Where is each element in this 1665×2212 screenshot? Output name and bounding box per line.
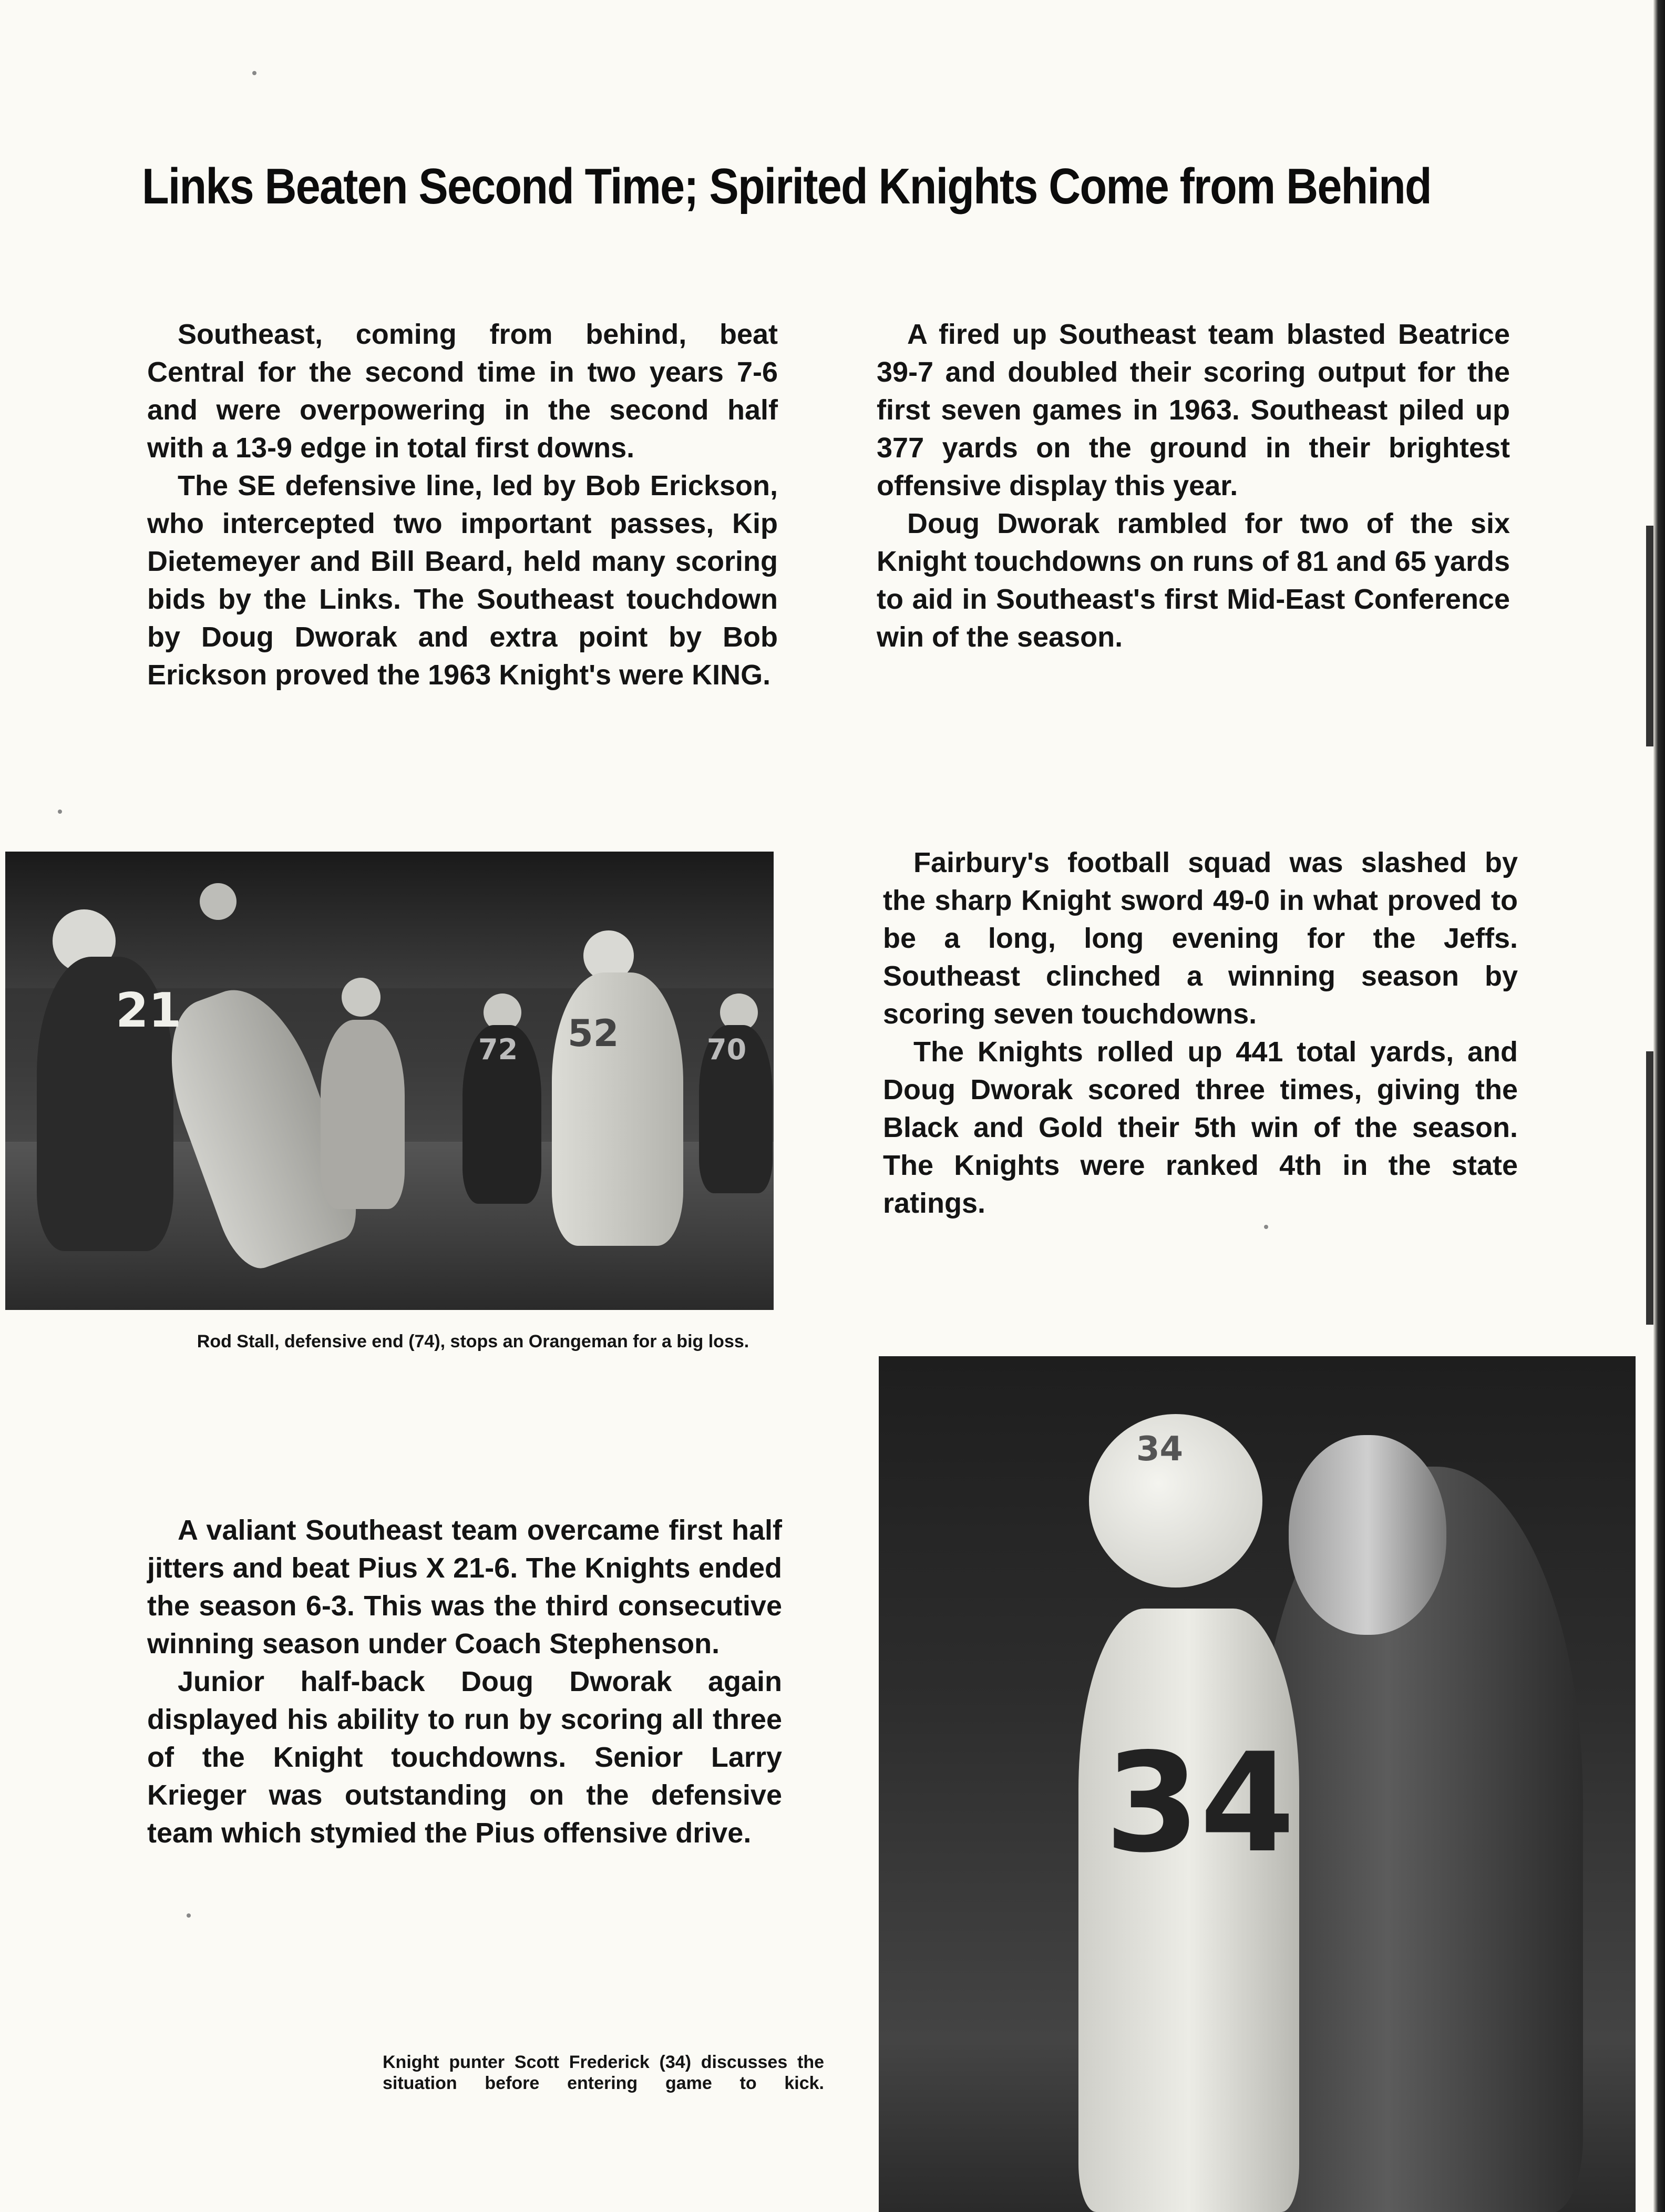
jersey-number: 72 bbox=[478, 1033, 518, 1066]
page-headline: Links Beaten Second Time; Spirited Knights Come from Behind bbox=[142, 158, 1431, 214]
story-central bbox=[147, 315, 778, 694]
photo-caption-coach: Knight punter Scott Frederick (34) discusses the situation before entering game to kick. bbox=[383, 2052, 824, 2093]
story-pius bbox=[147, 1511, 782, 1852]
story-paragraph: The SE defensive line, led by Bob Erickson, who intercepted two important passes, Kip Dietemeyer and Bill Beard, held many scoring bids by the Links. The Southeast touchdown by Doug Dworak and extra point by Bob Erickson proved the 1963 Knight's were KING. bbox=[147, 470, 778, 691]
jersey-number: 52 bbox=[568, 1012, 619, 1055]
jersey-number: 34 bbox=[1105, 1724, 1295, 1883]
jersey-number: 70 bbox=[707, 1033, 747, 1066]
print-speck bbox=[252, 71, 256, 75]
story-paragraph: Southeast, coming from behind, beat Central for the second time in two years 7-6 and were overpowering in the second half with a 13-9 edge in total first downs. bbox=[147, 319, 778, 464]
print-speck bbox=[1264, 1225, 1268, 1229]
story-paragraph: Junior half-back Doug Dworak again displayed his ability to run by scoring all three of the Knight touchdowns. Senior Larry Krieger was outstanding on the defensive team which stymied the Pius offensive drive. bbox=[147, 1666, 782, 1849]
print-speck bbox=[187, 1913, 191, 1918]
story-beatrice bbox=[877, 315, 1510, 656]
player-background bbox=[321, 1020, 405, 1209]
photo-caption-game: Rod Stall, defensive end (74), stops an Orangeman for a big loss. bbox=[197, 1332, 749, 1351]
story-paragraph: Fairbury's football squad was slashed by the sharp Knight sword 49-0 in what proved to be a long, long evening for the Jeffs. Southeast clinched a winning season by scoring seven touchdowns. bbox=[883, 847, 1518, 1030]
story-paragraph: Doug Dworak rambled for two of the six Knight touchdowns on runs of 81 and 65 yards to aid in Southeast's first Mid-East Conference win of the season. bbox=[877, 508, 1510, 653]
jersey-number: 21 bbox=[116, 983, 182, 1038]
binding-mark bbox=[1646, 1051, 1653, 1325]
page-binding-edge bbox=[1653, 0, 1665, 2212]
punter-and-coach-photo bbox=[879, 1356, 1636, 2212]
story-fairbury bbox=[883, 844, 1518, 1222]
player-helmet bbox=[342, 978, 381, 1017]
helmet-number: 34 bbox=[1136, 1430, 1184, 1469]
binding-mark bbox=[1646, 526, 1653, 746]
story-paragraph: A fired up Southeast team blasted Beatrice 39-7 and doubled their scoring output for the first seven games in 1963. Southeast piled up 377 yards on the ground in their brightest offensive display this year. bbox=[877, 319, 1510, 501]
story-paragraph: The Knights rolled up 441 total yards, and Doug Dworak scored three times, giving the Black and Gold their 5th win of the season. The Knights were ranked 4th in the state ratings. bbox=[883, 1036, 1518, 1219]
print-speck bbox=[58, 810, 62, 814]
coach-head bbox=[1289, 1435, 1446, 1635]
punter-figure bbox=[1078, 1609, 1299, 2212]
story-paragraph: A valiant Southeast team overcame first half jitters and beat Pius X 21-6. The Knights ended the season 6-3. This was the third consecutive winning season under Coach Stephenson. bbox=[147, 1514, 782, 1660]
football-action-photo bbox=[5, 852, 774, 1310]
player-helmet bbox=[200, 883, 237, 920]
